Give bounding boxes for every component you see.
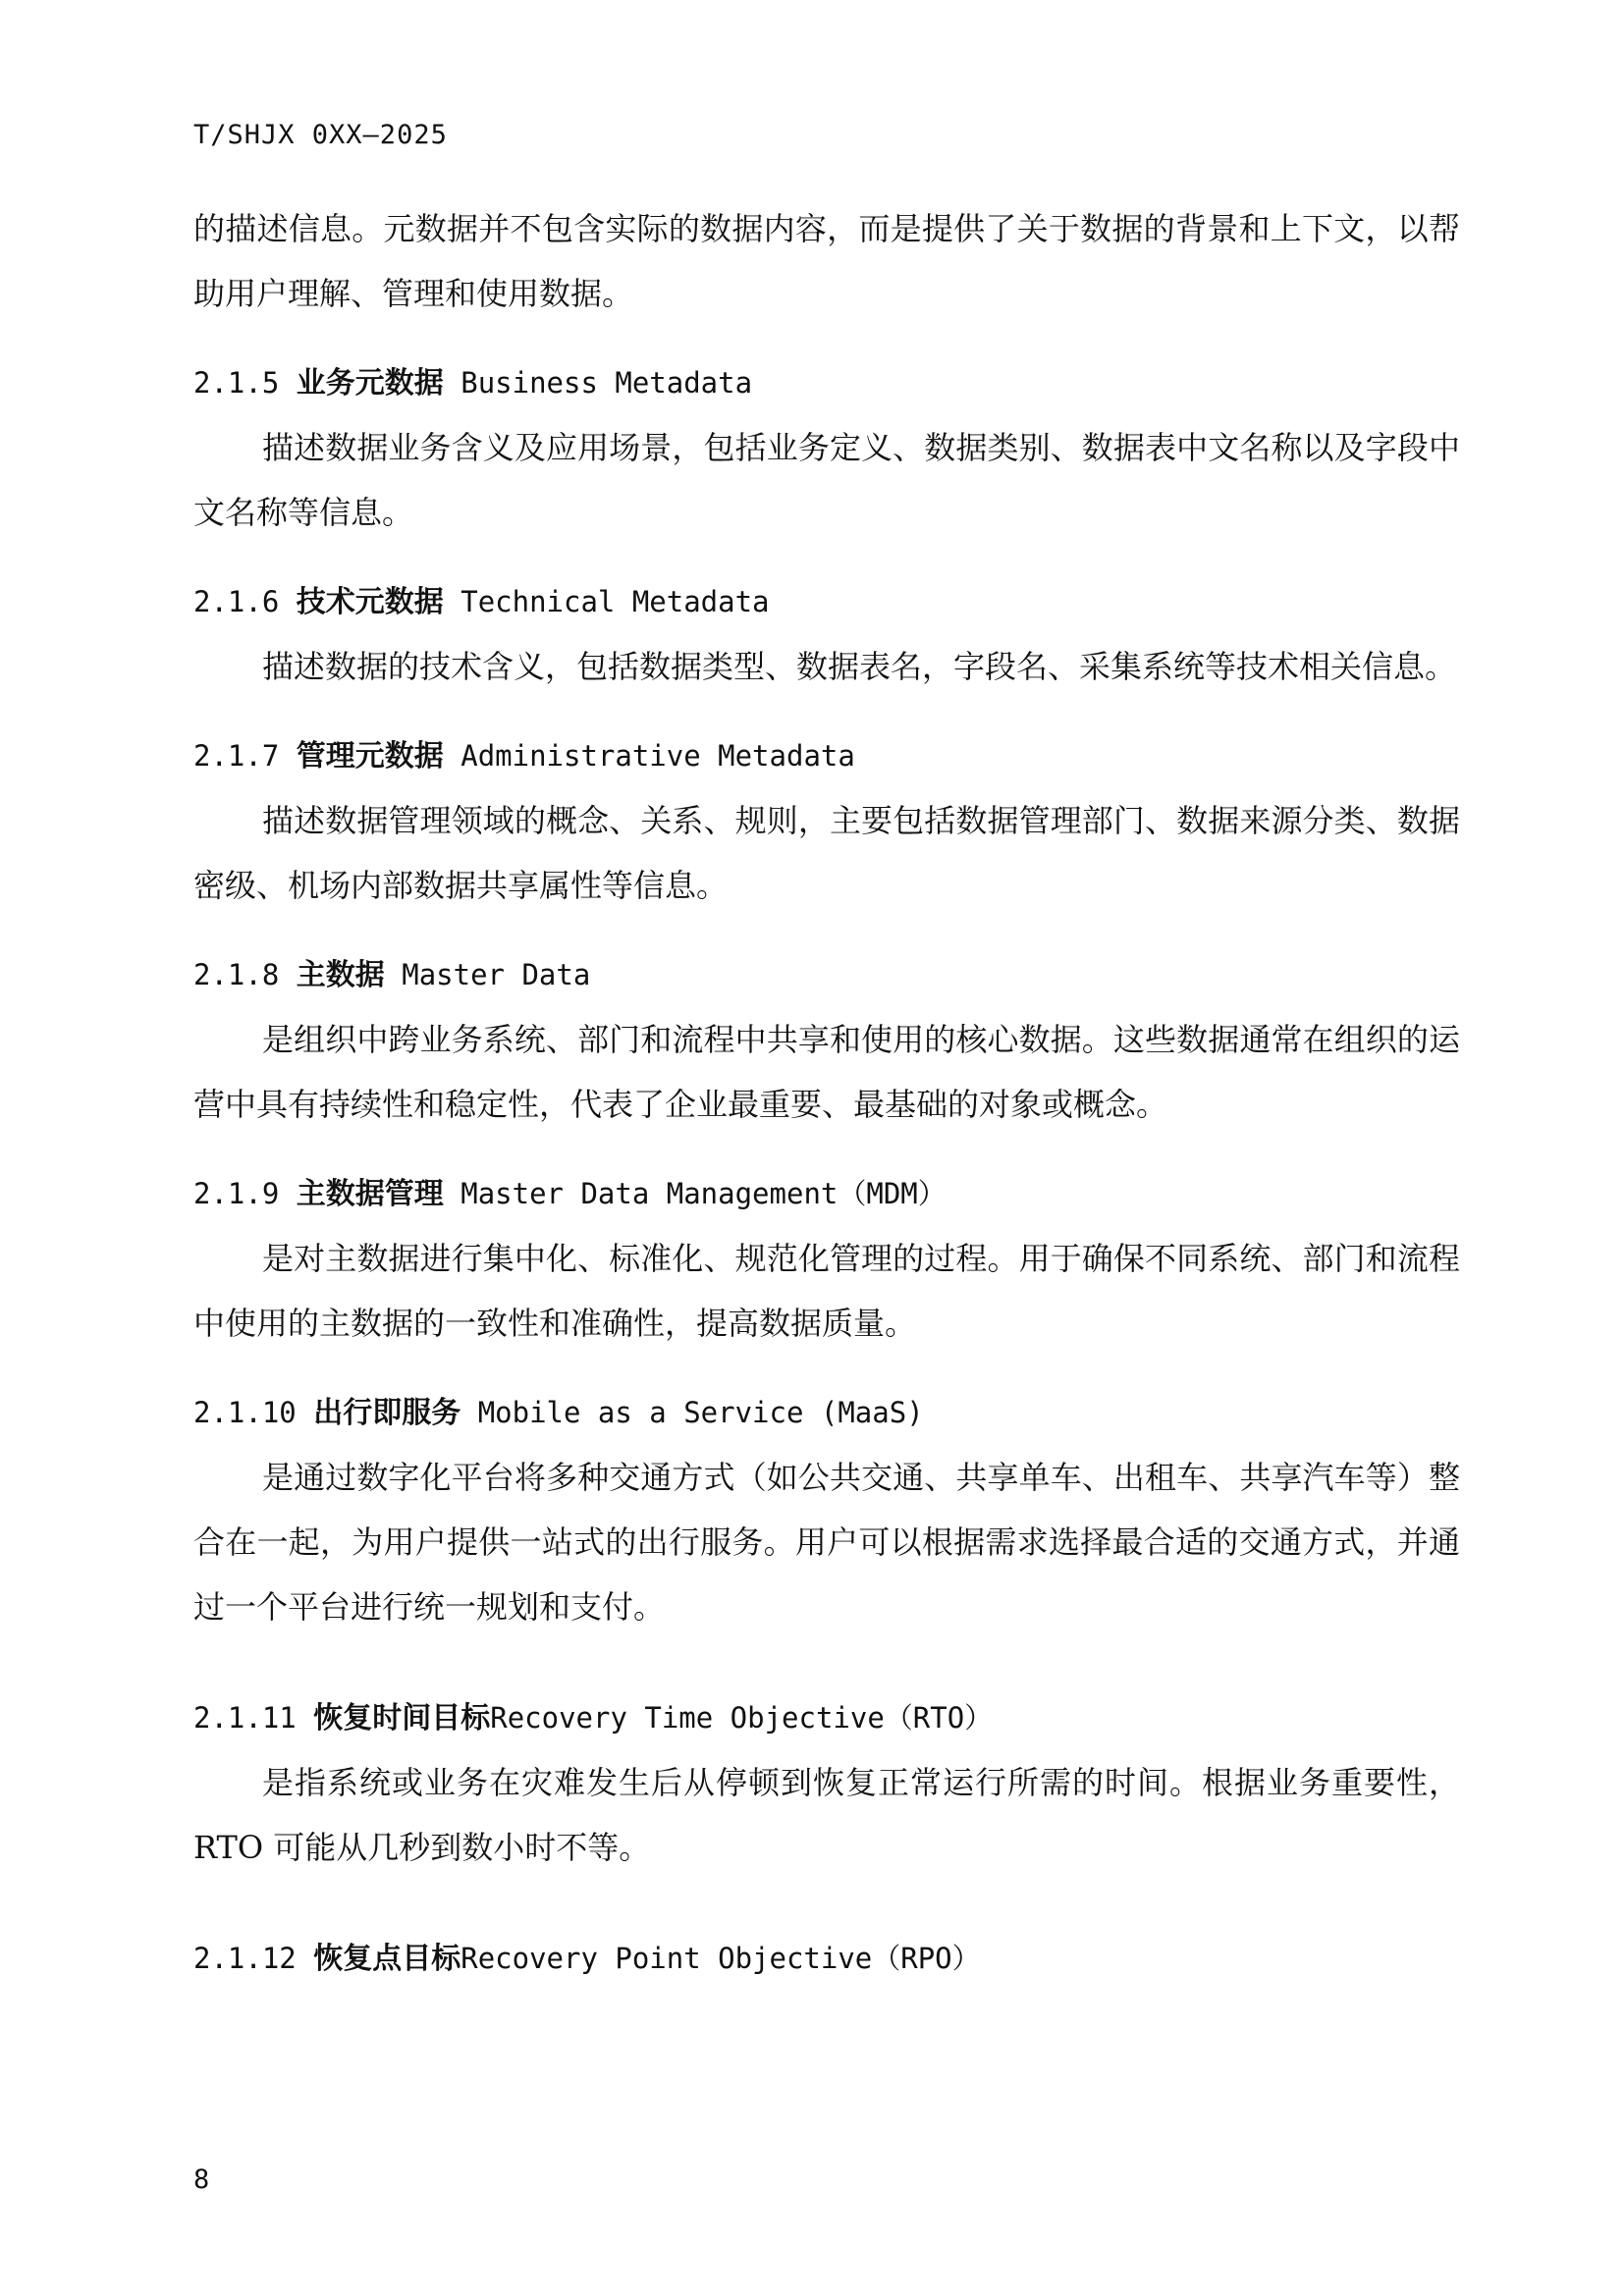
term-chinese-name: 主数据管理 (296, 1177, 444, 1211)
term-chinese-name: 出行即服务 (313, 1396, 461, 1430)
term-heading (193, 580, 1460, 624)
term-number: 2.1.8 (193, 958, 280, 991)
term-english-name: Recovery Time Objective（RTO） (490, 1701, 994, 1735)
term-chinese-name: 恢复点目标 (313, 1942, 461, 1976)
term-2-1-6 (193, 580, 1460, 699)
term-english-name: Mobile as a Service (MaaS) (477, 1396, 924, 1429)
term-2-1-5 (193, 361, 1460, 545)
term-chinese-name: 恢复时间目标 (313, 1701, 491, 1735)
term-heading (193, 734, 1460, 778)
term-english-name: Administrative Metadata (460, 739, 855, 773)
term-definition: 是通过数字化平台将多种交通方式（如公共交通、共享单车、出租车、共享汽车等）整合在一起，为用户提供一站式的出行服务。用户可以根据需求选择最合适的交通方式，并通过一个平台进行统一规划和支付。 (193, 1459, 1460, 1626)
term-heading (193, 1937, 1460, 1981)
term-2-1-10 (193, 1391, 1460, 1639)
term-definition: 描述数据的技术含义，包括数据类型、数据表名，字段名、采集系统等技术相关信息。 (262, 648, 1457, 685)
term-chinese-name: 业务元数据 (296, 366, 444, 400)
term-number: 2.1.10 (193, 1396, 297, 1429)
term-2-1-12 (193, 1937, 1460, 1981)
term-definition: 是指系统或业务在灾难发生后从停顿到恢复正常运行所需的时间。根据业务重要性，RTO 可能从几秒到数小时不等。 (193, 1764, 1460, 1866)
term-number: 2.1.7 (193, 739, 280, 773)
term-english-name: Recovery Point Objective（RPO） (460, 1942, 981, 1975)
term-number: 2.1.5 (193, 366, 280, 400)
term-heading (193, 1696, 1460, 1740)
term-heading (193, 1172, 1460, 1216)
term-chinese-name: 主数据 (296, 958, 385, 992)
continued-paragraph: 的描述信息。元数据并不包含实际的数据内容，而是提供了关于数据的背景和上下文，以帮助用户理解、管理和使用数据。 (193, 210, 1460, 312)
term-heading (193, 1391, 1460, 1435)
term-english-name: Technical Metadata (460, 585, 770, 618)
term-heading (193, 361, 1460, 405)
page-number: 8 (193, 2164, 210, 2195)
term-heading (193, 953, 1460, 997)
term-number: 2.1.11 (193, 1701, 297, 1735)
term-2-1-7 (193, 734, 1460, 918)
term-definition: 是对主数据进行集中化、标准化、规范化管理的过程。用于确保不同系统、部门和流程中使用的主数据的一致性和准确性，提高数据质量。 (193, 1240, 1460, 1342)
term-definition: 是组织中跨业务系统、部门和流程中共享和使用的核心数据。这些数据通常在组织的运营中具有持续性和稳定性，代表了企业最重要、最基础的对象或概念。 (193, 1021, 1460, 1123)
term-2-1-9 (193, 1172, 1460, 1356)
term-english-name: Master Data (402, 958, 591, 991)
term-number: 2.1.6 (193, 585, 280, 618)
term-number: 2.1.9 (193, 1177, 280, 1210)
term-definition: 描述数据管理领域的概念、关系、规则，主要包括数据管理部门、数据来源分类、数据密级、机场内部数据共享属性等信息。 (193, 802, 1460, 904)
term-english-name: Master Data Management（MDM） (460, 1177, 947, 1210)
term-english-name: Business Metadata (460, 366, 753, 400)
term-2-1-11 (193, 1696, 1460, 1880)
term-definition: 描述数据业务含义及应用场景，包括业务定义、数据类别、数据表中文名称以及字段中文名称等信息。 (193, 429, 1460, 531)
document-code-header: T/SHJX 0XX—2025 (193, 120, 448, 150)
term-chinese-name: 技术元数据 (296, 585, 444, 619)
page-content (193, 196, 1460, 1991)
term-chinese-name: 管理元数据 (296, 739, 444, 774)
term-2-1-8 (193, 953, 1460, 1137)
term-number: 2.1.12 (193, 1942, 297, 1975)
